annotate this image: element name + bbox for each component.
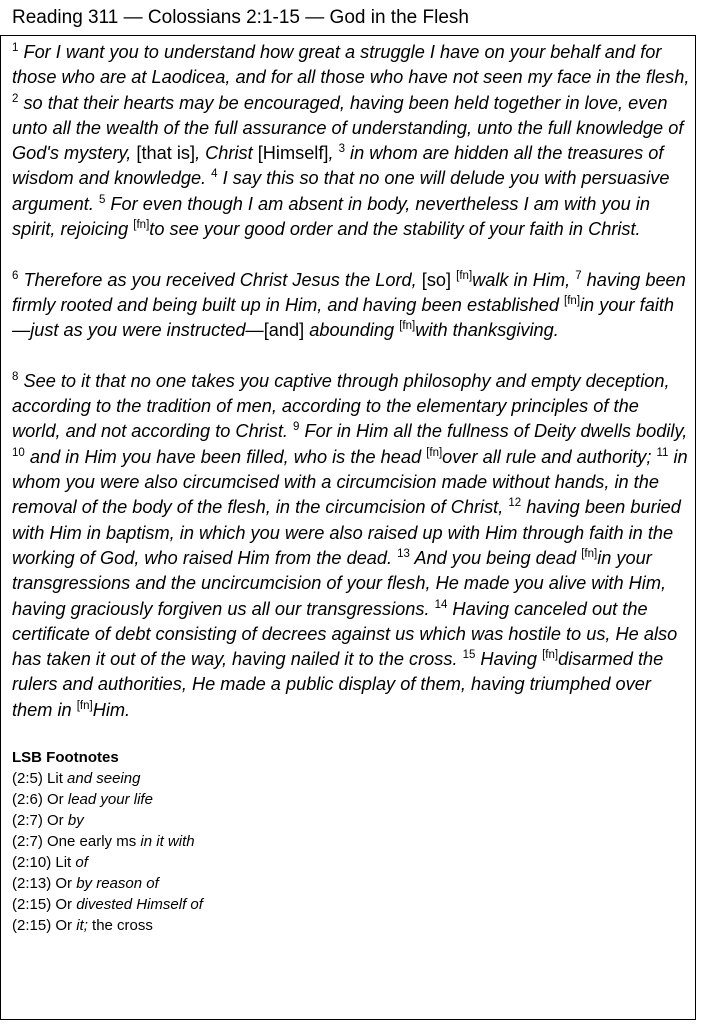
verse-text: over all rule and authority; [442, 446, 657, 467]
footnote-reference: (2:5) [12, 770, 43, 788]
footnote-reference: (2:7) [12, 833, 43, 851]
footnote-reference: (2:15) [12, 917, 52, 935]
verse-text: , Christ [195, 143, 258, 164]
verse-number: 6 [12, 269, 19, 282]
verse-text: Him. [92, 699, 131, 720]
footnote-note: Or [47, 791, 64, 809]
verse-text: with thanksgiving. [415, 320, 559, 341]
verse-text: Having canceled out the certificate of debt consisting of decrees against us which was hostile to us, He also has taken it out of the way, having nailed it to the cross. [12, 598, 678, 670]
verse-text: And you being dead [409, 547, 582, 568]
footnote-item [12, 810, 692, 831]
footnote-marker: [fn] [564, 294, 581, 307]
footnote-alt-reading: of [75, 854, 88, 872]
footnote-note: Or [55, 917, 73, 935]
verse-text: , [328, 143, 339, 164]
verse-number: 12 [508, 497, 522, 510]
verse-number: 11 [656, 446, 669, 459]
footnote-reference: (2:10) [12, 854, 52, 872]
scripture-paragraph [12, 369, 692, 723]
footnote-alt-reading: and seeing [67, 770, 141, 788]
footnote-reference: (2:15) [12, 896, 52, 914]
footnote-marker: [fn] [399, 320, 416, 333]
footnote-alt-reading: in it with [140, 833, 195, 851]
verse-text: Having [475, 649, 543, 670]
footnote-marker: [fn] [581, 547, 598, 560]
footnotes-section [12, 747, 692, 936]
footnote-note: Or [47, 812, 64, 830]
footnote-item [12, 894, 692, 915]
scripture-paragraph [12, 40, 692, 242]
footnote-marker: [fn] [456, 269, 473, 282]
verse-text: in your transgressions and the uncircumcision of your flesh, He made you alive with Him, having graciously forgiven us all our transgressions. [12, 547, 667, 619]
verse-number: 5 [98, 193, 106, 206]
verse-text: I say this so that no one will delude you with persuasive argument. [12, 168, 670, 214]
verse-text: in your faith—just as you were instructed— [12, 294, 675, 341]
footnote-item [12, 789, 692, 810]
footnote-marker: [fn] [76, 699, 93, 712]
verse-number: 14 [434, 598, 448, 611]
footnote-marker: [fn] [426, 446, 443, 459]
verse-text: Therefore as you received Christ Jesus the Lord, [18, 269, 422, 290]
verse-number: 4 [211, 168, 218, 181]
bracketed-insertion: [and] [263, 320, 305, 341]
footnote-item [12, 915, 692, 936]
footnote-note: Or [55, 875, 73, 893]
footnote-item [12, 873, 692, 894]
footnote-alt-reading: divested Himself of [76, 896, 203, 914]
verse-text: disarmed the rulers and authorities, He made a public display of them, having triumphed over them in [12, 649, 664, 720]
page-title: Reading 311 — Colossians 2:1-15 — God in the Flesh [12, 7, 469, 28]
footnote-tail: the cross [87, 917, 153, 935]
verse-number: 2 [12, 92, 19, 105]
verse-text: to see your good order and the stability of your faith in Christ. [149, 219, 641, 240]
footnote-reference: (2:6) [12, 791, 43, 809]
verse-number: 3 [338, 143, 345, 156]
footnote-marker: [fn] [542, 649, 559, 662]
verse-text: For even though I am absent in body, nevertheless I am with you in spirit, rejoicing [12, 193, 650, 240]
footnote-reference: (2:13) [12, 875, 52, 893]
footnote-item [12, 852, 692, 873]
verse-text: See to it that no one takes you captive through philosophy and empty deception, according to the tradition of men, according to the elementary principles of the world, and not according to Christ. [12, 370, 670, 442]
verse-number: 10 [12, 446, 25, 459]
verse-number: 13 [397, 547, 410, 560]
bracketed-insertion: [so] [421, 269, 452, 290]
verse-text: having been buried with Him in baptism, in which you were also raised up with Him through faith in the working of God, who raised Him from the dead. [12, 497, 681, 568]
footnote-note: Lit [47, 770, 63, 788]
verse-number: 9 [293, 421, 300, 434]
bracketed-insertion: [that is] [136, 143, 196, 164]
footnote-alt-reading: by [67, 812, 84, 830]
verse-text: walk in Him, [472, 269, 576, 290]
footnote-item [12, 768, 692, 789]
scripture-paragraph [12, 268, 692, 344]
verse-text: in whom you were also circumcised with a circumcision made without hands, in the removal of the body of the flesh, in the circumcision of Christ, [12, 446, 688, 518]
footnote-alt-reading: it; [76, 917, 88, 935]
footnote-note: One early ms [47, 833, 137, 851]
footnote-item [12, 831, 692, 852]
footnote-alt-reading: by reason of [76, 875, 159, 893]
verse-text: For in Him all the fullness of Deity dwells bodily, [299, 421, 688, 442]
bracketed-insertion: [Himself] [257, 143, 329, 164]
footnote-list [12, 768, 692, 936]
footnote-note: Lit [55, 854, 72, 872]
footnote-marker: [fn] [133, 219, 150, 232]
verse-text: abounding [304, 320, 400, 341]
verse-number: 15 [462, 649, 476, 662]
footnote-note: Or [55, 896, 73, 914]
verse-text: and in Him you have been filled, who is the head [24, 446, 427, 467]
verse-text: For I want you to understand how great a struggle I have on your behalf and for those who are at Laodicea, and for all those who have not seen my face in the flesh, [12, 42, 690, 88]
verse-number: 7 [575, 269, 582, 282]
footnotes-heading: LSB Footnotes [12, 749, 119, 767]
verse-text: in whom are hidden all the treasures of wisdom and knowledge. [12, 143, 664, 189]
verse-number: 8 [12, 370, 19, 383]
footnote-alt-reading: lead your life [67, 791, 153, 809]
passage-text [12, 40, 692, 723]
footnote-reference: (2:7) [12, 812, 43, 830]
verse-text: so that their hearts may be encouraged, having been held together in love, even unto all the wealth of the full assurance of understanding, unto the full knowledge of God's mystery, [12, 92, 684, 164]
scripture-content [12, 40, 692, 936]
verse-text: having been firmly rooted and being built up in Him, and having been established [12, 269, 686, 315]
verse-number: 1 [12, 42, 19, 54]
